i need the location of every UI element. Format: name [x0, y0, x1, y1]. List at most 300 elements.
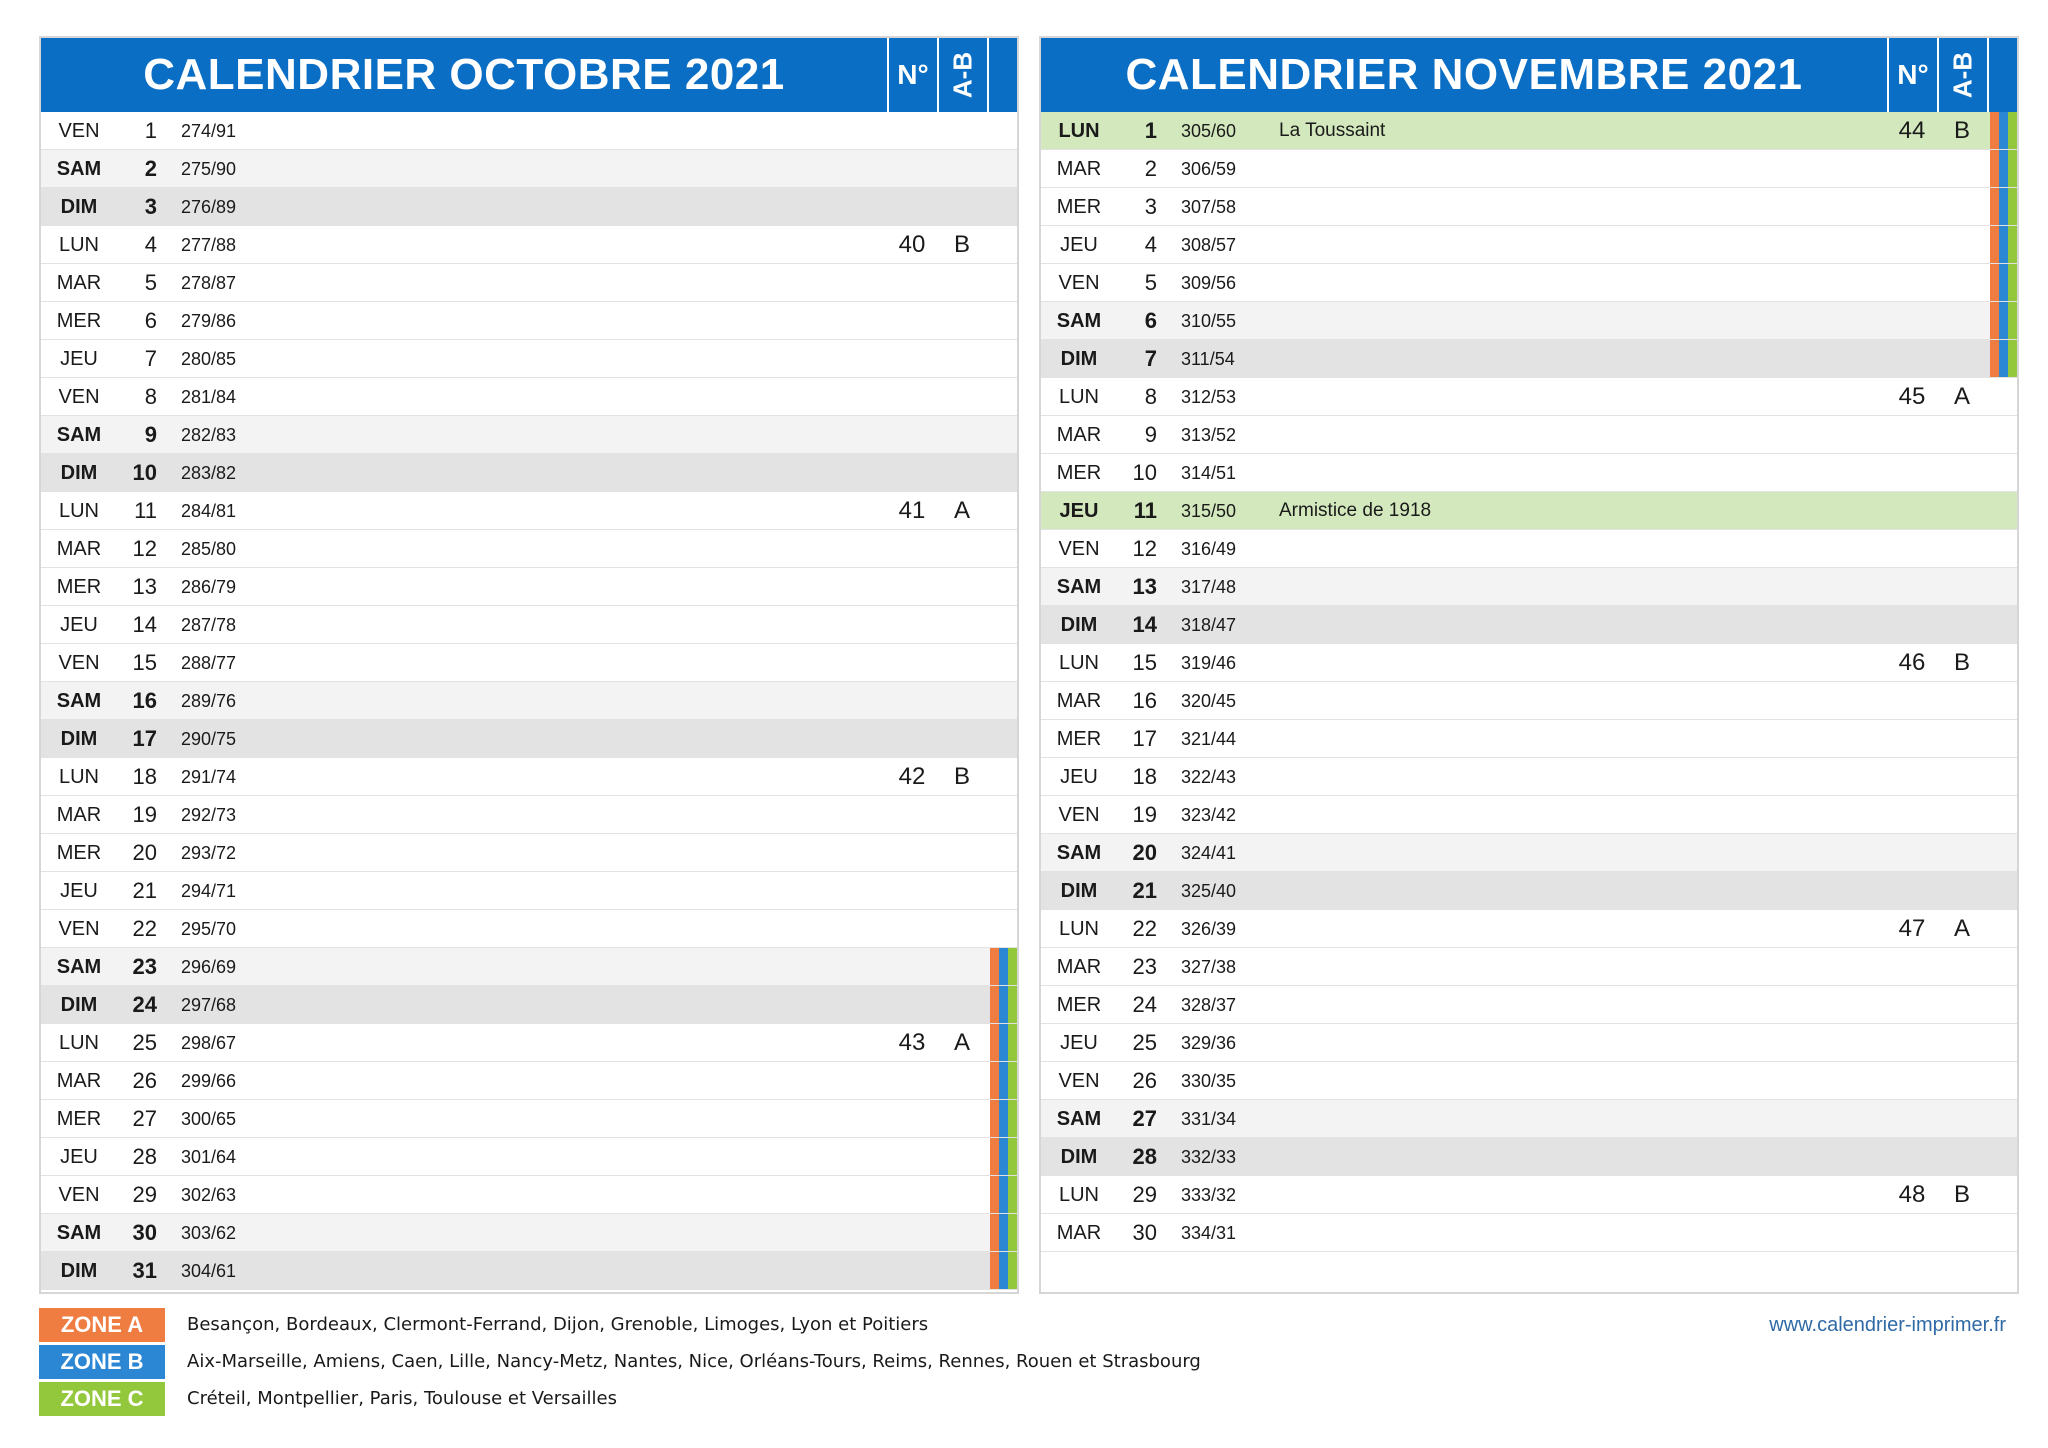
- day-row: [1041, 644, 2017, 682]
- day-row: [41, 720, 1017, 758]
- day-row: [1041, 568, 2017, 606]
- week-number: 40: [898, 231, 926, 258]
- day-of-week: JEU: [60, 1146, 98, 1168]
- day-number: 5: [1144, 270, 1157, 295]
- zone-c-badge: ZONE C: [39, 1382, 165, 1416]
- zone-c-bar: [2008, 188, 2017, 225]
- zone-b-bar: [999, 1024, 1008, 1061]
- week-number-header: N°: [887, 38, 937, 112]
- vacation-zones: [989, 1100, 1017, 1137]
- day-row: [1041, 378, 2017, 416]
- day-of-week: VEN: [58, 918, 100, 940]
- zone-a-bar: [1990, 226, 1999, 263]
- day-number: 28: [1132, 1144, 1157, 1169]
- zone-c-bar: [1008, 1062, 1017, 1099]
- day-number: 10: [132, 460, 157, 485]
- day-row: [41, 986, 1017, 1024]
- week-number: 42: [898, 763, 926, 790]
- vacation-zones: [1989, 264, 2017, 301]
- holiday-name: La Toussaint: [1279, 120, 1386, 141]
- week-ab: B: [1953, 1181, 1970, 1208]
- day-row: [41, 492, 1017, 530]
- zone-b-bar: [999, 1138, 1008, 1175]
- day-number: 22: [132, 916, 157, 941]
- zone-b-bar: [999, 986, 1008, 1023]
- day-of-year: 324/41: [1181, 843, 1237, 863]
- day-number: 4: [1144, 232, 1157, 257]
- day-number: 8: [144, 384, 157, 409]
- day-of-week: DIM: [1060, 880, 1098, 902]
- day-number: 19: [132, 802, 157, 827]
- zone-c-bar: [1008, 1252, 1017, 1289]
- zone-b-bar: [999, 948, 1008, 985]
- day-number: 24: [1132, 992, 1157, 1017]
- day-of-year: 284/81: [181, 501, 237, 521]
- day-number: 22: [1132, 916, 1157, 941]
- day-of-week: DIM: [60, 728, 98, 750]
- day-number: 25: [1132, 1030, 1157, 1055]
- day-number: 6: [144, 308, 157, 333]
- day-of-year: 316/49: [1181, 539, 1237, 559]
- zone-b-bar: [1999, 264, 2008, 301]
- day-of-year: 296/69: [181, 957, 237, 977]
- day-row: [41, 758, 1017, 796]
- day-number: 6: [1144, 308, 1157, 333]
- day-row: [1041, 340, 2017, 378]
- day-rows: [41, 112, 1017, 1290]
- day-of-year: 294/71: [181, 881, 237, 901]
- zone-a-bar: [990, 1252, 999, 1289]
- day-of-week: JEU: [1060, 766, 1098, 788]
- day-of-year: 289/76: [181, 691, 237, 711]
- day-of-year: 302/63: [181, 1185, 237, 1205]
- day-of-year: 275/90: [181, 159, 237, 179]
- zone-a-cities: Besançon, Bordeaux, Clermont-Ferrand, Dijon, Grenoble, Limoges, Lyon et Poitiers: [187, 1314, 929, 1335]
- day-row: [41, 948, 1017, 986]
- day-of-week: VEN: [1058, 804, 1100, 826]
- day-number: 17: [132, 726, 157, 751]
- zone-c-cities: Créteil, Montpellier, Paris, Toulouse et Versailles: [187, 1388, 618, 1409]
- day-of-year: 331/34: [1181, 1109, 1237, 1129]
- zone-a-bar: [990, 948, 999, 985]
- zone-a-bar: [1990, 188, 1999, 225]
- week-ab-header: [937, 38, 987, 112]
- day-of-year: 326/39: [1181, 919, 1237, 939]
- day-number: 17: [1132, 726, 1157, 751]
- day-of-week: JEU: [60, 348, 98, 370]
- day-number: 8: [1144, 384, 1157, 409]
- day-row: [1041, 720, 2017, 758]
- day-row: [41, 682, 1017, 720]
- day-number: 14: [132, 612, 157, 637]
- day-row: [41, 796, 1017, 834]
- week-number: 47: [1898, 915, 1926, 942]
- day-of-week: DIM: [1060, 348, 1098, 370]
- day-of-week: LUN: [58, 1032, 99, 1054]
- day-number: 20: [132, 840, 157, 865]
- zone-a-bar: [990, 1024, 999, 1061]
- day-of-week: SAM: [1056, 310, 1102, 332]
- day-row: [1041, 682, 2017, 720]
- zone-a-bar: [1990, 302, 1999, 339]
- day-of-week: MAR: [56, 1070, 102, 1092]
- day-of-week: MAR: [56, 272, 102, 294]
- day-of-week: SAM: [56, 424, 102, 446]
- day-row: [1041, 758, 2017, 796]
- day-number: 21: [1132, 878, 1157, 903]
- day-of-year: 310/55: [1181, 311, 1237, 331]
- day-row: [41, 112, 1017, 150]
- vacation-zones: [1989, 302, 2017, 339]
- zone-b-bar: [999, 1252, 1008, 1289]
- day-of-year: 292/73: [181, 805, 237, 825]
- day-row: [1041, 264, 2017, 302]
- holiday-name: Armistice de 1918: [1279, 500, 1432, 521]
- day-of-year: 320/45: [1181, 691, 1237, 711]
- week-ab-header-label: A-B: [947, 51, 978, 99]
- day-of-year: 327/38: [1181, 957, 1237, 977]
- day-of-week: LUN: [1058, 918, 1099, 940]
- day-of-week: MER: [1056, 196, 1102, 218]
- zone-c-bar: [1008, 1138, 1017, 1175]
- day-of-week: JEU: [60, 614, 98, 636]
- day-number: 20: [1132, 840, 1157, 865]
- day-of-year: 315/50: [1181, 501, 1237, 521]
- day-of-week: JEU: [1059, 500, 1099, 522]
- day-of-year: 312/53: [1181, 387, 1237, 407]
- day-row: [1041, 416, 2017, 454]
- day-of-year: 293/72: [181, 843, 237, 863]
- zone-a-bar: [990, 1100, 999, 1137]
- day-number: 29: [132, 1182, 157, 1207]
- day-number: 30: [132, 1220, 157, 1245]
- day-of-week: SAM: [56, 956, 102, 978]
- zone-b-bar: [999, 1176, 1008, 1213]
- day-row: [1041, 188, 2017, 226]
- day-row: [41, 568, 1017, 606]
- week-number: 43: [898, 1029, 926, 1056]
- vacation-zones: [989, 1024, 1017, 1061]
- day-number: 9: [1144, 422, 1157, 447]
- day-row: [41, 454, 1017, 492]
- day-of-week: LUN: [1058, 652, 1099, 674]
- day-of-year: 303/62: [181, 1223, 237, 1243]
- day-number: 26: [132, 1068, 157, 1093]
- vacation-zones: [989, 1138, 1017, 1175]
- day-row: [1041, 302, 2017, 340]
- day-of-year: 297/68: [181, 995, 237, 1015]
- day-row: [1041, 454, 2017, 492]
- zone-a-bar: [990, 1214, 999, 1251]
- day-of-year: 301/64: [181, 1147, 237, 1167]
- day-number: 18: [1132, 764, 1157, 789]
- day-of-week: MER: [56, 1108, 102, 1130]
- day-row: [41, 1062, 1017, 1100]
- day-of-year: 299/66: [181, 1071, 237, 1091]
- zone-c-bar: [1008, 1176, 1017, 1213]
- day-number: 12: [132, 536, 157, 561]
- zone-header: [1987, 38, 2017, 112]
- day-row: [1041, 872, 2017, 910]
- day-row: [41, 1176, 1017, 1214]
- zone-c-bar: [1008, 1214, 1017, 1251]
- day-row: [1041, 492, 2017, 530]
- day-of-week: LUN: [1058, 386, 1099, 408]
- day-of-year: 280/85: [181, 349, 237, 369]
- vacation-zones: [989, 948, 1017, 985]
- day-of-year: 332/33: [1181, 1147, 1237, 1167]
- day-row: [41, 340, 1017, 378]
- day-of-week: LUN: [58, 500, 99, 522]
- day-number: 7: [144, 346, 157, 371]
- day-of-week: VEN: [58, 652, 100, 674]
- day-of-week: VEN: [1058, 272, 1100, 294]
- day-of-year: 313/52: [1181, 425, 1237, 445]
- day-of-year: 283/82: [181, 463, 237, 483]
- week-number: 48: [1898, 1181, 1926, 1208]
- zone-a-badge: ZONE A: [39, 1308, 165, 1342]
- day-of-week: DIM: [60, 994, 98, 1016]
- day-of-year: 323/42: [1181, 805, 1237, 825]
- day-row: [41, 606, 1017, 644]
- vacation-zones: [1989, 150, 2017, 187]
- day-number: 27: [132, 1106, 157, 1131]
- day-number: 12: [1132, 536, 1157, 561]
- day-of-year: 321/44: [1181, 729, 1237, 749]
- day-row: [1041, 112, 2017, 150]
- day-number: 11: [134, 498, 157, 523]
- zone-b-badge: ZONE B: [39, 1345, 165, 1379]
- zone-b-bar: [999, 1214, 1008, 1251]
- week-number-header: N°: [1887, 38, 1937, 112]
- zone-c-bar: [2008, 264, 2017, 301]
- day-row: [1041, 834, 2017, 872]
- day-row: [41, 150, 1017, 188]
- zone-b-bar: [1999, 226, 2008, 263]
- week-number: 41: [898, 497, 926, 524]
- day-of-week: LUN: [1058, 120, 1100, 142]
- day-number: 5: [144, 270, 157, 295]
- day-of-week: MAR: [1056, 158, 1102, 180]
- day-of-year: 285/80: [181, 539, 237, 559]
- day-of-week: MAR: [1056, 424, 1102, 446]
- day-of-week: MER: [56, 310, 102, 332]
- zone-c-bar: [2008, 340, 2017, 377]
- day-number: 16: [132, 688, 157, 713]
- day-of-week: JEU: [1060, 234, 1098, 256]
- day-rows: [1041, 112, 2017, 1252]
- day-of-year: 298/67: [181, 1033, 237, 1053]
- day-row: [1041, 1176, 2017, 1214]
- day-of-week: MAR: [1056, 1222, 1102, 1244]
- day-of-week: MAR: [56, 538, 102, 560]
- day-of-year: 307/58: [1181, 197, 1237, 217]
- day-number: 10: [1132, 460, 1157, 485]
- day-number: 19: [1132, 802, 1157, 827]
- day-row: [41, 226, 1017, 264]
- day-of-year: 319/46: [1181, 653, 1237, 673]
- day-of-year: 311/54: [1181, 349, 1235, 369]
- day-of-week: MAR: [1056, 690, 1102, 712]
- day-of-week: SAM: [1056, 1108, 1102, 1130]
- day-number: 23: [132, 954, 157, 979]
- day-number: 18: [132, 764, 157, 789]
- day-of-year: 274/91: [181, 121, 237, 141]
- day-row: [41, 530, 1017, 568]
- day-number: 30: [1132, 1220, 1157, 1245]
- day-of-year: 333/32: [1181, 1185, 1237, 1205]
- calendar-october: [39, 36, 1019, 1294]
- day-of-year: 288/77: [181, 653, 237, 673]
- week-number: 45: [1898, 383, 1926, 410]
- zone-c-bar: [1008, 1024, 1017, 1061]
- day-of-week: LUN: [58, 766, 99, 788]
- vacation-zones: [989, 986, 1017, 1023]
- day-row: [1041, 1062, 2017, 1100]
- day-of-year: 278/87: [181, 273, 237, 293]
- day-number: 2: [144, 156, 157, 181]
- week-number: 46: [1898, 649, 1926, 676]
- day-row: [1041, 910, 2017, 948]
- day-of-week: LUN: [1058, 1184, 1099, 1206]
- day-of-year: 318/47: [1181, 615, 1237, 635]
- day-of-week: DIM: [60, 462, 98, 484]
- day-of-year: 286/79: [181, 577, 237, 597]
- day-number: 1: [1144, 118, 1157, 143]
- zone-a-bar: [1990, 340, 1999, 377]
- zone-b-bar: [999, 1062, 1008, 1099]
- day-of-year: 328/37: [1181, 995, 1237, 1015]
- day-of-year: 295/70: [181, 919, 237, 939]
- day-row: [41, 302, 1017, 340]
- zone-a-bar: [990, 986, 999, 1023]
- zone-c-bar: [2008, 302, 2017, 339]
- day-number: 9: [144, 422, 157, 447]
- day-number: 15: [1132, 650, 1157, 675]
- week-ab: A: [1953, 383, 1970, 410]
- vacation-zones: [989, 1214, 1017, 1251]
- day-of-week: MER: [1056, 462, 1102, 484]
- day-of-year: 291/74: [181, 767, 237, 787]
- day-number: 3: [144, 194, 157, 219]
- week-ab: A: [953, 497, 970, 524]
- day-number: 13: [1132, 574, 1157, 599]
- zone-b-cities: Aix-Marseille, Amiens, Caen, Lille, Nancy-Metz, Nantes, Nice, Orléans-Tours, Reims, Rennes, Rouen et Strasbourg: [187, 1351, 1201, 1372]
- day-number: 15: [132, 650, 157, 675]
- week-number: 44: [1898, 117, 1926, 144]
- day-row: [1041, 1138, 2017, 1176]
- day-number: 4: [144, 232, 157, 257]
- vacation-zones: [989, 1062, 1017, 1099]
- zone-a-bar: [990, 1176, 999, 1213]
- day-row: [41, 416, 1017, 454]
- day-of-week: LUN: [58, 234, 99, 256]
- day-of-year: 305/60: [1181, 121, 1237, 141]
- day-of-year: 322/43: [1181, 767, 1237, 787]
- calendar-title: CALENDRIER NOVEMBRE 2021: [1125, 50, 1803, 99]
- day-of-year: 325/40: [1181, 881, 1237, 901]
- zone-c-bar: [2008, 226, 2017, 263]
- day-of-week: SAM: [56, 690, 102, 712]
- day-row: [41, 834, 1017, 872]
- vacation-zones: [1989, 112, 2017, 149]
- day-of-year: 329/36: [1181, 1033, 1237, 1053]
- week-ab-header: [1937, 38, 1987, 112]
- vacation-zones: [989, 1176, 1017, 1213]
- day-of-week: MER: [1056, 994, 1102, 1016]
- zone-b-bar: [999, 1100, 1008, 1137]
- day-row: [41, 1024, 1017, 1062]
- day-of-year: 290/75: [181, 729, 237, 749]
- day-number: 13: [132, 574, 157, 599]
- week-ab: B: [1953, 649, 1970, 676]
- day-row: [1041, 1024, 2017, 1062]
- day-row: [1041, 150, 2017, 188]
- day-of-week: DIM: [1060, 1146, 1098, 1168]
- day-of-year: 314/51: [1181, 463, 1237, 483]
- day-number: 11: [1133, 498, 1157, 523]
- week-ab: A: [953, 1029, 970, 1056]
- day-of-week: DIM: [60, 196, 98, 218]
- day-of-week: MER: [56, 842, 102, 864]
- day-of-week: JEU: [1060, 1032, 1098, 1054]
- day-number: 31: [132, 1258, 157, 1283]
- day-of-week: JEU: [60, 880, 98, 902]
- day-number: 29: [1132, 1182, 1157, 1207]
- day-of-year: 304/61: [181, 1261, 237, 1281]
- day-of-week: DIM: [1060, 614, 1098, 636]
- day-row: [41, 1138, 1017, 1176]
- day-of-year: 282/83: [181, 425, 237, 445]
- calendar-header: [41, 38, 1017, 112]
- day-row: [41, 1100, 1017, 1138]
- zone-c-bar: [2008, 112, 2017, 149]
- day-of-week: VEN: [58, 1184, 100, 1206]
- zone-a-bar: [1990, 112, 1999, 149]
- day-number: 26: [1132, 1068, 1157, 1093]
- zone-a-bar: [990, 1062, 999, 1099]
- zone-a-bar: [1990, 264, 1999, 301]
- zone-b-bar: [1999, 302, 2008, 339]
- day-of-year: 334/31: [1181, 1223, 1237, 1243]
- day-row: [41, 264, 1017, 302]
- day-row: [1041, 986, 2017, 1024]
- day-row: [41, 188, 1017, 226]
- day-of-week: MAR: [1056, 956, 1102, 978]
- vacation-zones: [1989, 340, 2017, 377]
- vacation-zones: [989, 1252, 1017, 1289]
- day-of-week: VEN: [58, 386, 100, 408]
- week-ab-header-label: A-B: [1947, 51, 1978, 99]
- zone-b-bar: [1999, 188, 2008, 225]
- day-row: [41, 378, 1017, 416]
- day-of-week: DIM: [60, 1260, 98, 1282]
- calendar-title: CALENDRIER OCTOBRE 2021: [143, 50, 785, 99]
- calendar-november: [1039, 36, 2019, 1294]
- day-row: [1041, 606, 2017, 644]
- website-link[interactable]: www.calendrier-imprimer.fr: [1769, 1314, 2006, 1336]
- day-of-week: SAM: [1056, 842, 1102, 864]
- day-number: 7: [1144, 346, 1157, 371]
- day-number: 16: [1132, 688, 1157, 713]
- zone-header: [987, 38, 1017, 112]
- day-of-year: 300/65: [181, 1109, 237, 1129]
- day-number: 23: [1132, 954, 1157, 979]
- day-row: [1041, 1100, 2017, 1138]
- day-number: 14: [1132, 612, 1157, 637]
- zone-c-bar: [1008, 948, 1017, 985]
- day-row: [1041, 530, 2017, 568]
